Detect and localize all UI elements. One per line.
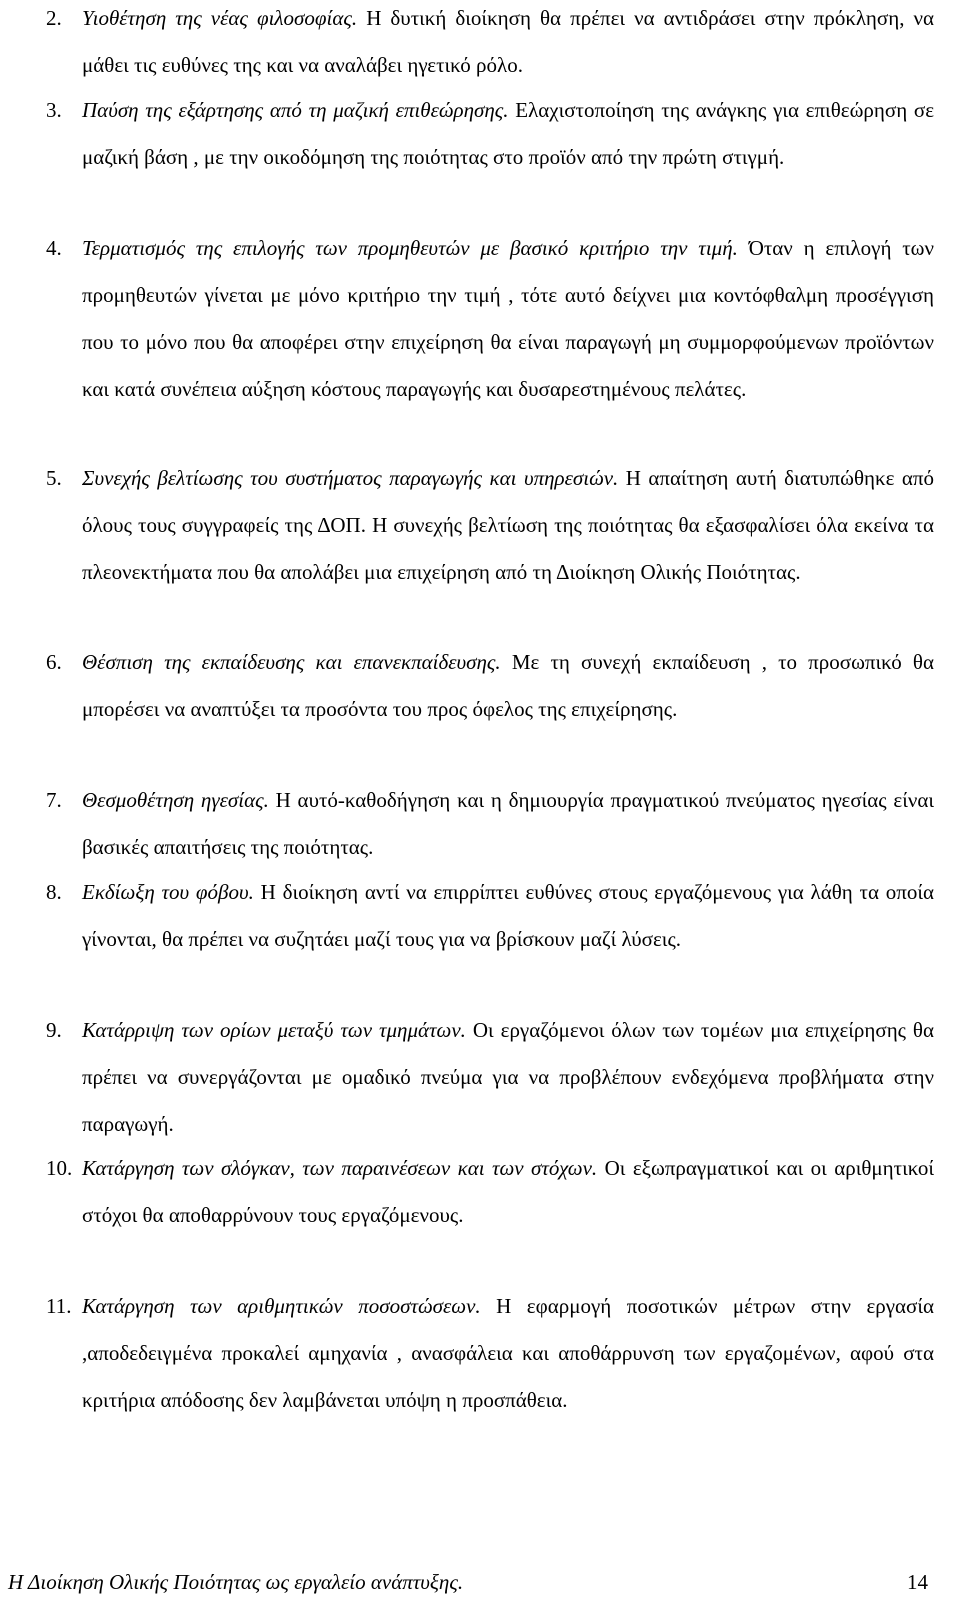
list-item xyxy=(0,1007,960,1148)
page-footer xyxy=(8,1568,928,1596)
item-body: Η εφαρμογή ποσοτικών μέτρων στην εργασία ,αποδεδειγμένα προκαλεί αμηχανία , ανασφάλεια και αποθάρρυνση των εργαζομένων, αφού στα κριτήρια απόδοσης δεν λαμβάνεται υπόψη η προσπάθεια. xyxy=(82,1294,934,1412)
list-item xyxy=(0,87,960,181)
item-title: Θέσπιση της εκπαίδευσης και επανεκπαίδευσης. xyxy=(82,650,501,674)
item-number: 7. xyxy=(46,788,62,812)
item-number: 6. xyxy=(46,650,62,674)
item-number: 8. xyxy=(46,880,62,904)
item-title: Κατάρριψη των ορίων μεταξύ των τμημάτων. xyxy=(82,1018,466,1042)
page-number: 14 xyxy=(907,1570,928,1594)
item-body: Όταν η επιλογή των προμηθευτών γίνεται με μόνο κριτήριο την τιμή , τότε αυτό δείχνει μια κοντόφθαλμη προσέγγιση που το μόνο που θα αποφέρει στην επιχείρηση θα είναι παραγωγή μη συμμορφούμενων προϊόντων και κατά συνέπεια αύξηση κόστους παραγωγής και δυσαρεστημένους πελάτες. xyxy=(82,236,934,401)
list-item xyxy=(0,225,960,413)
item-body: Η αυτό-καθοδήγηση και η δημιουργία πραγματικού πνεύματος ηγεσίας είναι βασικές απαιτήσεις της ποιότητας. xyxy=(82,788,934,859)
item-title: Τερματισμός της επιλογής των προμηθευτών με βασικό κριτήριο την τιμή. xyxy=(82,236,738,260)
item-title: Κατάργηση των σλόγκαν, των παραινέσεων και των στόχων. xyxy=(82,1156,598,1180)
item-body: Με τη συνεχή εκπαίδευση , το προσωπικό θα μπορέσει να αναπτύξει τα προσόντα του προς όφελος της επιχείρησης. xyxy=(82,650,934,721)
item-title: Θεσμοθέτηση ηγεσίας. xyxy=(82,788,269,812)
item-number: 10. xyxy=(46,1156,73,1180)
list-item xyxy=(0,1283,960,1424)
item-body: Οι εργαζόμενοι όλων των τομέων μια επιχείρησης θα πρέπει να συνεργάζονται με ομαδικό πνεύμα για να προβλέπουν ενδεχόμενα προβλήματα στην παραγωγή. xyxy=(82,1018,934,1136)
item-body: Η δυτική διοίκηση θα πρέπει να αντιδράσει στην πρόκληση, να μάθει τις ευθύνες της και να αναλάβει ηγετικό ρόλο. xyxy=(82,6,934,77)
item-number: 3. xyxy=(46,98,62,122)
item-title: Συνεχής βελτίωσης του συστήματος παραγωγής και υπηρεσιών. xyxy=(82,466,619,490)
item-number: 9. xyxy=(46,1018,62,1042)
item-title: Παύση της εξάρτησης από τη μαζική επιθεώρησης. xyxy=(82,98,509,122)
item-body: Η διοίκηση αντί να επιρρίπτει ευθύνες στους εργαζόμενους για λάθη τα οποία γίνονται, θα πρέπει να συζητάει μαζί τους για να βρίσκουν μαζί λύσεις. xyxy=(82,880,934,951)
list-item xyxy=(0,455,960,596)
item-title: Εκδίωξη του φόβου. xyxy=(82,880,254,904)
list-item xyxy=(0,639,960,733)
item-body: Οι εξωπραγματικοί και οι αριθμητικοί στόχοι θα αποθαρρύνουν τους εργαζόμενους. xyxy=(82,1156,935,1227)
list-item xyxy=(0,1145,960,1239)
item-title: Κατάργηση των αριθμητικών ποσοστώσεων. xyxy=(82,1294,481,1318)
list-item xyxy=(0,869,960,963)
footer-title: Η Διοίκηση Ολικής Ποιότητας ως εργαλείο ανάπτυξης. xyxy=(8,1570,464,1594)
item-number: 4. xyxy=(46,236,62,260)
item-number: 5. xyxy=(46,466,62,490)
item-body: Η απαίτηση αυτή διατυπώθηκε από όλους τους συγγραφείς της ΔΟΠ. Η συνεχής βελτίωση της ποιότητας θα εξασφαλίσει όλα εκείνα τα πλεονεκτήματα που θα απολάβει μια επιχείρηση από τη Διοίκηση Ολικής Ποιότητας. xyxy=(82,466,934,584)
list-item xyxy=(0,0,960,89)
item-number: 2. xyxy=(46,6,62,30)
item-number: 11. xyxy=(46,1294,72,1318)
list-item xyxy=(0,777,960,871)
item-title: Υιοθέτηση της νέας φιλοσοφίας. xyxy=(82,6,358,30)
item-body: Ελαχιστοποίηση της ανάγκης για επιθεώρηση σε μαζική βάση , με την οικοδόμηση της ποιότητας στο προϊόν από την πρώτη στιγμή. xyxy=(82,98,935,169)
